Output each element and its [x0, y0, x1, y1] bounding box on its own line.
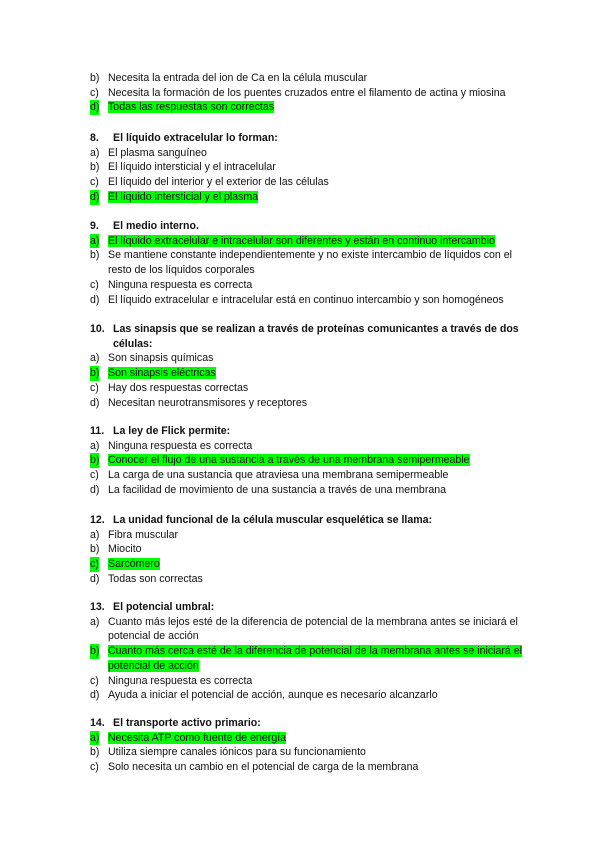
option-letter: b)	[90, 543, 100, 556]
question-text: El medio interno.	[113, 220, 199, 232]
option-text-correct: Sarcómero	[108, 558, 160, 571]
option-text: Fibra muscular	[108, 528, 179, 541]
question-12	[90, 513, 530, 587]
option-letter: b)	[90, 161, 100, 174]
option-12b	[90, 542, 530, 557]
option-letter: c)	[90, 674, 99, 687]
option-letter: a)	[90, 146, 100, 159]
option-text-correct: Necesita ATP como fuente de energía	[108, 731, 287, 744]
option-10a	[90, 351, 530, 366]
question-9	[90, 219, 530, 307]
question-8-title	[90, 131, 530, 146]
option-10b	[90, 366, 530, 381]
option-text: El líquido extracelular e intracelular está en continuo intercambio y son homogéneos	[108, 293, 504, 306]
question-number: 12.	[90, 514, 105, 526]
question-12-title	[90, 513, 530, 528]
option-text: Todas son correctas	[108, 572, 203, 585]
option-14c	[90, 760, 530, 775]
option-letter: b)	[90, 645, 100, 658]
option-letter: d)	[90, 293, 100, 306]
option-12a	[90, 528, 530, 543]
option-text: La facilidad de movimiento de una sustancia a través de una membrana	[108, 483, 447, 496]
option-11d	[90, 483, 530, 498]
option-14b	[90, 745, 530, 760]
option-10d	[90, 396, 530, 411]
option-8c	[90, 175, 530, 190]
option-letter: a)	[90, 352, 100, 365]
option-text: Ninguna respuesta es correcta	[108, 278, 253, 291]
option-text: Cuanto más lejos esté de la diferencia de potencial de la membrana antes se iniciará el potencial de acción	[108, 615, 518, 643]
option-9d	[90, 293, 530, 308]
question-14-title	[90, 716, 530, 731]
option-text: Solo necesita un cambio en el potencial de carga de la membrana	[108, 761, 419, 774]
option-9c	[90, 278, 530, 293]
option-text: Utiliza siempre canales iónicos para su funcionamiento	[108, 746, 366, 759]
question-number: 14.	[90, 717, 105, 729]
option-letter: d)	[90, 689, 100, 702]
option-text-correct: Todas las respuestas son correctas	[108, 101, 275, 114]
question-text: El transporte activo primario:	[113, 717, 261, 729]
question-text: Las sinapsis que se realizan a través de proteínas comunicantes a través de dos células:	[113, 323, 519, 350]
option-13d	[90, 688, 530, 703]
question-7-continued	[90, 71, 530, 115]
option-letter: c)	[90, 176, 99, 189]
option-letter: c)	[90, 761, 99, 774]
question-number: 10.	[90, 323, 105, 335]
option-9a	[90, 234, 530, 249]
option-text: El líquido intersticial y el intracelular	[108, 161, 276, 174]
question-number: 8.	[90, 132, 99, 144]
question-text: El líquido extracelular lo forman:	[113, 132, 278, 144]
option-text: Necesita la formación de los puentes cruzados entre el filamento de actina y miosina	[108, 86, 506, 99]
option-text: El plasma sanguíneo	[108, 146, 207, 159]
question-14	[90, 716, 530, 775]
option-text: Ninguna respuesta es correcta	[108, 439, 253, 452]
option-letter: d)	[90, 101, 100, 114]
option-letter: c)	[90, 381, 99, 394]
option-text-correct: El líquido extracelular e intracelular son diferentes y están en continuo intercambio	[108, 234, 495, 247]
option-text-correct: Conocer el flujo de una sustancia a través de una membrana semipermeable	[108, 454, 470, 467]
option-letter: b)	[90, 454, 100, 467]
option-letter: d)	[90, 572, 100, 585]
question-10-title	[90, 322, 530, 351]
option-10c	[90, 381, 530, 396]
option-letter: b)	[90, 72, 100, 84]
question-8	[90, 131, 530, 205]
option-text: Son sinapsis químicas	[108, 352, 214, 365]
question-text: La ley de Flick permite:	[113, 425, 231, 437]
option-text: Miocito	[108, 543, 142, 556]
question-text: La unidad funcional de la célula muscular esquelética se llama:	[113, 514, 433, 526]
option-text-correct: Cuanto más cerca esté de la diferencia de potencial de la membrana antes se iniciará el potencial de acción	[108, 645, 522, 672]
question-9-title	[90, 219, 530, 234]
question-13-title	[90, 600, 530, 615]
option-text: Ninguna respuesta es correcta	[108, 674, 253, 687]
option-7d	[90, 100, 530, 115]
option-13c	[90, 674, 530, 689]
question-number: 11.	[90, 425, 105, 437]
option-7c	[90, 86, 530, 101]
question-number: 13.	[90, 601, 105, 613]
option-8b	[90, 160, 530, 175]
option-letter: d)	[90, 396, 100, 409]
option-text: La carga de una sustancia que atraviesa una membrana semipermeable	[108, 469, 449, 482]
question-number: 9.	[90, 220, 99, 232]
option-letter: a)	[90, 234, 100, 247]
option-letter: c)	[90, 558, 99, 571]
option-12c	[90, 557, 530, 572]
option-12d	[90, 572, 530, 587]
option-letter: a)	[90, 615, 100, 628]
option-letter: a)	[90, 528, 100, 541]
question-11	[90, 424, 530, 498]
option-11b	[90, 453, 530, 468]
option-letter: d)	[90, 483, 100, 496]
option-letter: c)	[90, 86, 99, 99]
option-text: Ayuda a iniciar el potencial de acción, aunque es necesario alcanzarlo	[108, 689, 438, 702]
option-letter: d)	[90, 190, 100, 203]
option-14a	[90, 731, 530, 746]
option-8a	[90, 146, 530, 161]
option-text-correct: Son sinapsis eléctricas	[108, 367, 216, 380]
option-letter: c)	[90, 469, 99, 482]
option-9b	[90, 248, 530, 277]
option-text-correct: El líquido intersticial y el plasma	[108, 190, 259, 203]
option-7b	[90, 71, 530, 86]
question-10	[90, 322, 530, 410]
option-8d	[90, 190, 530, 205]
option-text: Necesita la entrada del ion de Ca en la célula muscular	[108, 72, 368, 84]
option-letter: b)	[90, 367, 100, 380]
option-letter: b)	[90, 746, 100, 759]
option-text: Hay dos respuestas correctas	[108, 381, 249, 394]
option-11a	[90, 439, 530, 454]
option-letter: a)	[90, 731, 100, 744]
option-letter: a)	[90, 439, 100, 452]
option-text: El líquido del interior y el exterior de las células	[108, 176, 329, 189]
option-13b	[90, 644, 530, 673]
option-11c	[90, 468, 530, 483]
option-13a	[90, 615, 530, 644]
option-text: Se mantiene constante independientemente y no existe intercambio de líquidos con el resto de los líquidos corporales	[108, 249, 513, 277]
question-11-title	[90, 424, 530, 439]
question-text: El potencial umbral:	[113, 601, 215, 613]
option-letter: b)	[90, 249, 100, 262]
question-13	[90, 600, 530, 703]
option-letter: c)	[90, 278, 99, 291]
option-text: Necesitan neurotransmisores y receptores	[108, 396, 308, 409]
